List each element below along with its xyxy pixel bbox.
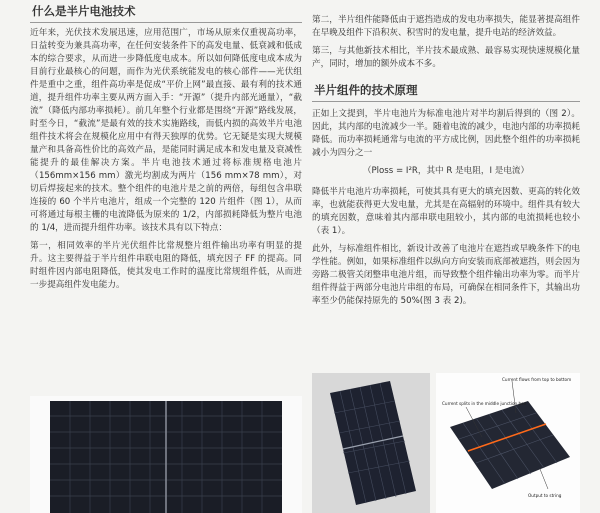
figure-current-diagram <box>436 373 580 513</box>
diagram-label-top: Current flows from top to bottom <box>502 377 572 382</box>
principle-paragraph: 正如上文提到，半片电池片为标准电池片对半均割后得到的（图 2）。因此，其内部的电流减少一半。随着电流的减少，电池内部的功率损耗降低。而功率损耗通常与电流的平方成比例，因此整个组件的功率损耗减小为四分之一 <box>312 109 580 158</box>
power-loss-formula: （Ploss = I²R，其中 R 是电阻，I 是电流） <box>362 166 530 176</box>
feature-two-paragraph: 第二，半片组件能降低由于遮挡造成的发电功率损失，能显著提高组件在早晚及组件下沿积灰、积雪时的发电量，提升电站的经济效益。 <box>312 15 580 38</box>
current-flow-diagram <box>436 373 580 513</box>
figure-1-solar-panel <box>30 396 302 513</box>
solar-panel-image <box>30 396 302 513</box>
tilted-panel-image <box>312 373 430 513</box>
right-column <box>312 0 580 498</box>
figure-2-area <box>312 373 580 513</box>
feature-one-paragraph: 第一，相同效率的半片光伏组件比常规整片组件输出功率有明显的提升。这主要得益于半片组件串联电阻的降低，填充因子 FF 的提高。同时组件因内部电阻降低，使其发电工作时的温度比常规组件低，从而进一步提高组件发电能力。 <box>30 241 302 290</box>
feature-three-paragraph: 第三，与其他新技术相比，半片技术最成熟、最容易实现快速规模化量产，同时，增加的额外成本不多。 <box>312 46 580 69</box>
figure-1-area <box>30 396 302 513</box>
section-title-half-cell: 什么是半片电池技术 <box>30 0 302 23</box>
left-column <box>30 0 302 297</box>
fill-factor-paragraph: 降低半片电池片功率损耗，可使其具有更大的填充因数、更高的转化效率，也就能获得更大发电量，尤其是在高辐射的环境中。组件具有较大的填充因数，意味着其内部串联电阻较小，其内部的电流损耗也较小（表 1）。 <box>312 187 580 236</box>
diagram-label-middle: Current splits in the middle junction box <box>442 401 527 406</box>
figure-panel-photo <box>312 373 430 513</box>
section-title-principle: 半片组件的技术原理 <box>312 79 580 102</box>
shading-paragraph: 此外，与标准组件相比，新设计改善了电池片在遮挡或早晚条件下的电学性能。例如，如果标准组件以纵向方向安装而底部被遮挡，则会因为旁路二极管关闭整串电池片组，而导致整个组件输出功率为零。而半片组件得益于两部分电池片串组的布局，可确保在相同条件下，其输出功率至少仍能保持原先的 50%(图 3 表 2)。 <box>312 244 580 306</box>
intro-paragraph: 近年来，光伏技术发展迅速，应用范围广，市场从原来仅重视高功率，日益转变为兼具高功率，在任何安装条件下的高发电量、低衰减和低成本的综合要求，从而进一步降低度电成本。所以如何降低度电成本成为目前行业最核心的问题，而作为光伏系统能发电的核心部件——光伏组件是重中之重，组件高功率是促成“平价上网”最直接、最有利的技术通道，提升组件功率主要从两方面入手：“开源”（提升内部光通量），“截流”（降低内部功率损耗）。前几年整个行业都是围绕“开源”路线发展，时至今日，“截流”是最有效的技术实施路线，而低内损的高效半片电池组件技术将会在规模化应用中有得天独厚的优势。它无疑是实现大规模量产和具备高性价比的高效产品，是能同时满足成本和发电量及衰减性能提升的最佳解决方案。半片电池技术通过将标准规格电池片（156mm×156 mm）激光均割成为两片（156 mm×78 mm），对切后焊接起来的技术。整个组件的电池片是之前的两倍，每组包含串联连接的 60 个半片电池片，组成一个完整的 120 片组件（图 1），从而可将通过每根主栅的电流降低为原来的 1/2，内部损耗降低为整片电池的 1/4，进而提升组件功率。该技术具有以下特点： <box>30 28 302 233</box>
diagram-label-output: Output to string <box>528 493 562 498</box>
